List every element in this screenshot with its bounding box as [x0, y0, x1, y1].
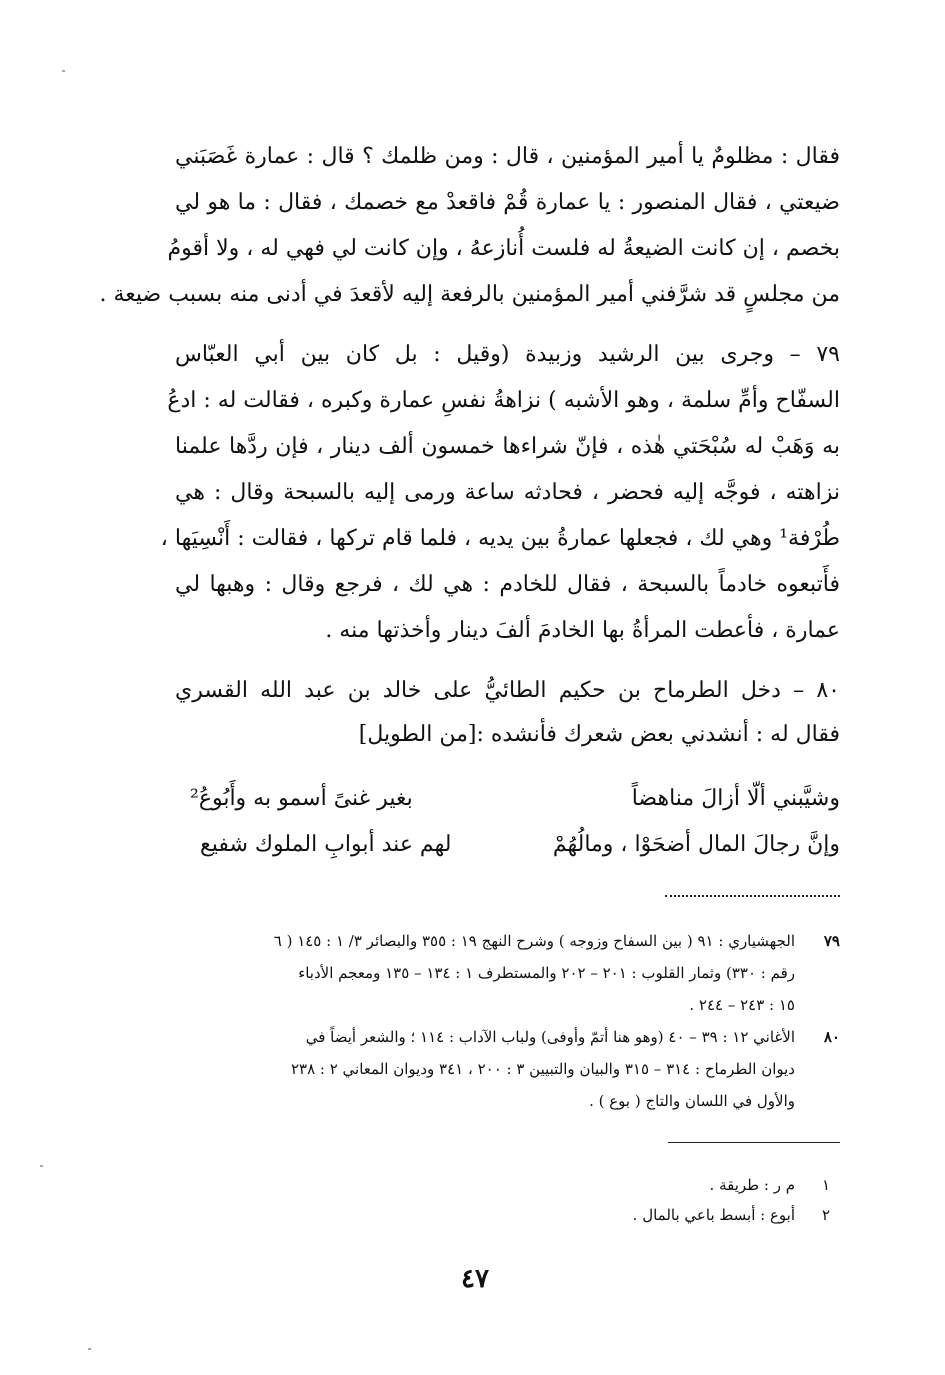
text-line: فأَتبعوه خادماً بالسبحة ، فقال للخادم : هي لك ، فرجع وقال : وهبها لي — [175, 572, 840, 597]
text-line: فقال له : أنشدني بعض شعرك فأنشده :[من الطويل] — [358, 722, 840, 747]
verse-hemistich-second: بغير غنىً أسمو به وأَبُوعُ² — [190, 786, 413, 811]
text-line: بخصم ، إن كانت الضيعةُ له فلست أُنازعهُ ، وإن كانت لي فهي له ، ولا أقومُ — [167, 236, 840, 261]
text-line: طُرْفة¹ وهي لك ، فجعلها عمارةُ بين يديه ، فلما قام تركها ، فقالت : أَنْسِيَها ، — [160, 526, 840, 551]
verse-hemistich-first: وشيَّبني ألّا أزالَ مناهضاً — [631, 786, 840, 811]
text-line: السفّاح وأمِّ سلمة ، وهو الأشبه ) نزاهةُ نفسِ عمارة وكبره ، فقالت له : ادعُ — [167, 388, 840, 413]
source-line: الجهشياري : ٩١ ( بين السفاح وزوجه ) وشرح النهج ١٩ : ٣٥٥ والبصائر ٣/ ١ : ١٤٥ ( ٦ — [273, 932, 795, 950]
text-line: ضيعتي ، فقال المنصور : يا عمارة قُمْ فاقعدْ مع خصمك ، فقال : ما هو لي — [175, 190, 840, 215]
verse-hemistich-second: لهم عند أبوابِ الملوك شفيع — [200, 832, 452, 857]
text-line: ٧٩ – وجرى بين الرشيد وزبيدة (وقيل : بل كان بين أبي العبّاس — [175, 342, 840, 367]
text-line: من مجلسٍ قد شرَّفني أمير المؤمنين بالرفعة إليه لأقعدَ في أدنى منه بسبب ضيعة . — [99, 282, 840, 307]
source-line: ديوان الطرماح : ٣١٤ – ٣١٥ والبيان والتبيين ٣ : ٢٠٠ ، ٣٤١ وديوان المعاني ٢ : ٢٣٨ — [290, 1060, 795, 1078]
footnote-text: م ر : طريقة . — [709, 1176, 795, 1194]
source-line: ١٥ : ٢٤٣ – ٢٤٤ . — [689, 996, 795, 1014]
footnote-text: أبوع : أبسط باعي بالمال . — [632, 1206, 795, 1224]
verse-hemistich-first: وإنَّ رجالَ المال أضحَوْا ، ومالُهُمْ — [552, 832, 840, 857]
text-line: به وَهَبْ له سُبْحَتي هٰذه ، فإنّ شراءها خمسون ألف دينار ، فإن ردَّها علمنا — [175, 434, 840, 459]
text-line: فقال : مظلومٌ يا أمير المؤمنين ، قال : ومن ظلمك ؟ قال : عمارة غَصَبَني — [175, 144, 840, 169]
page-number: ٤٧ — [461, 1264, 489, 1294]
scan-speck — [62, 70, 65, 72]
source-number: ٧٩ — [823, 932, 840, 950]
source-number: ٨٠ — [823, 1028, 840, 1046]
dotted-separator — [665, 895, 840, 897]
source-line: والأول في اللسان والتاج ( بوع ) . — [589, 1092, 795, 1110]
footnote-separator — [668, 1142, 840, 1143]
footnote-number: ١ — [821, 1176, 830, 1194]
footnote-number: ٢ — [821, 1206, 830, 1224]
text-line: نزاهته ، فوجَّه إليه فحضر ، فحادثه ساعة ورمى إليه بالسبحة وقال : هي — [175, 480, 840, 505]
scan-speck — [88, 1348, 91, 1350]
scan-speck — [40, 1165, 43, 1167]
source-line: الأغاني ١٢ : ٣٩ – ٤٠ (وهو هنا أتمّ وأوفى) ولباب الآداب : ١١٤ ؛ والشعر أيضاً في — [305, 1028, 795, 1046]
source-line: رقم : ٣٣٠) وثمار القلوب : ٢٠١ – ٢٠٢ والمستطرف ١ : ١٣٤ – ١٣٥ ومعجم الأدباء — [298, 964, 795, 982]
text-line: ٨٠ – دخل الطرماح بن حكيم الطائيُّ على خالد بن عبد الله القسري — [175, 678, 840, 703]
text-line: عمارة ، فأعطت المرأةُ بها الخادمَ ألفَ دينار وأخذتها منه . — [325, 618, 840, 643]
